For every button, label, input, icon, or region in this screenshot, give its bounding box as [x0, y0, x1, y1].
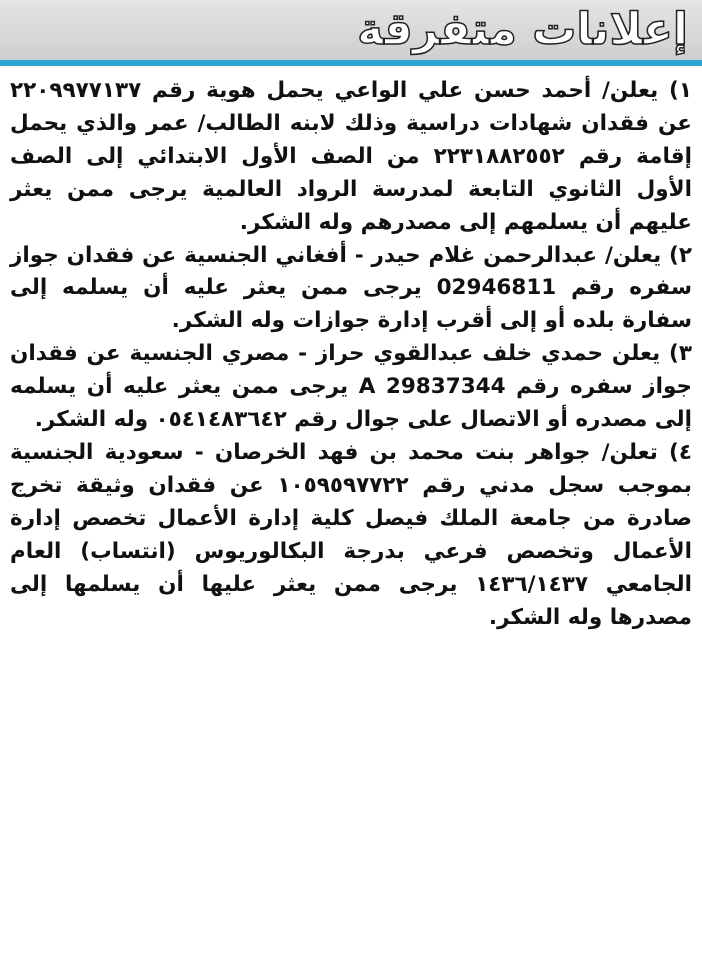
- ad-item: ٣) يعلن حمدي خلف عبدالقوي حراز - مصري الجنسية عن فقدان جواز سفره رقم A 29837344 يرجى ممن يعثر عليه أن يسلمه إلى مصدره أو الاتصال على جوال رقم ٠٥٤١٤٨٣٦٤٢ وله الشكر.: [10, 341, 692, 433]
- ad-item: ٤) تعلن/ جواهر بنت محمد بن فهد الخرصان - سعودية الجنسية بموجب سجل مدني رقم ١٠٥٩٥٩٧٧٢٢ عن فقدان وثيقة تخرج صادرة من جامعة الملك فيصل كلية إدارة الأعمال تخصص إدارة الأعمال وتخصص فرعي بدرجة البكالوريوس (انتساب) العام الجامعي ١٤٣٦/١٤٣٧ يرجى ممن يعثر عليها أن يسلمها إلى مصدرها وله الشكر.: [10, 439, 692, 630]
- section-header: [0, 0, 702, 60]
- ad-item: ٢) يعلن/ عبدالرحمن غلام حيدر - أفغاني الجنسية عن فقدان جواز سفره رقم 02946811 يرجى ممن يعثر عليه أن يسلمه إلى سفارة بلده أو إلى أقرب إدارة جوازات وله الشكر.: [10, 242, 692, 334]
- section-title: إعلانات متفرقة: [357, 4, 688, 55]
- ads-list: [0, 69, 702, 634]
- ad-item: ١) يعلن/ أحمد حسن علي الواعي يحمل هوية رقم ٢٢٠٩٩٧٧١٣٧ عن فقدان شهادات دراسية وذلك لابنه الطالب/ عمر والذي يحمل إقامة رقم ٢٢٣١٨٨٢٥٥٢ من الصف الأول الابتدائي إلى الصف الأول الثانوي التابعة لمدرسة الرواد العالمية يرجى ممن يعثر عليهم أن يسلمهم إلى مصدرهم وله الشكر.: [10, 78, 692, 235]
